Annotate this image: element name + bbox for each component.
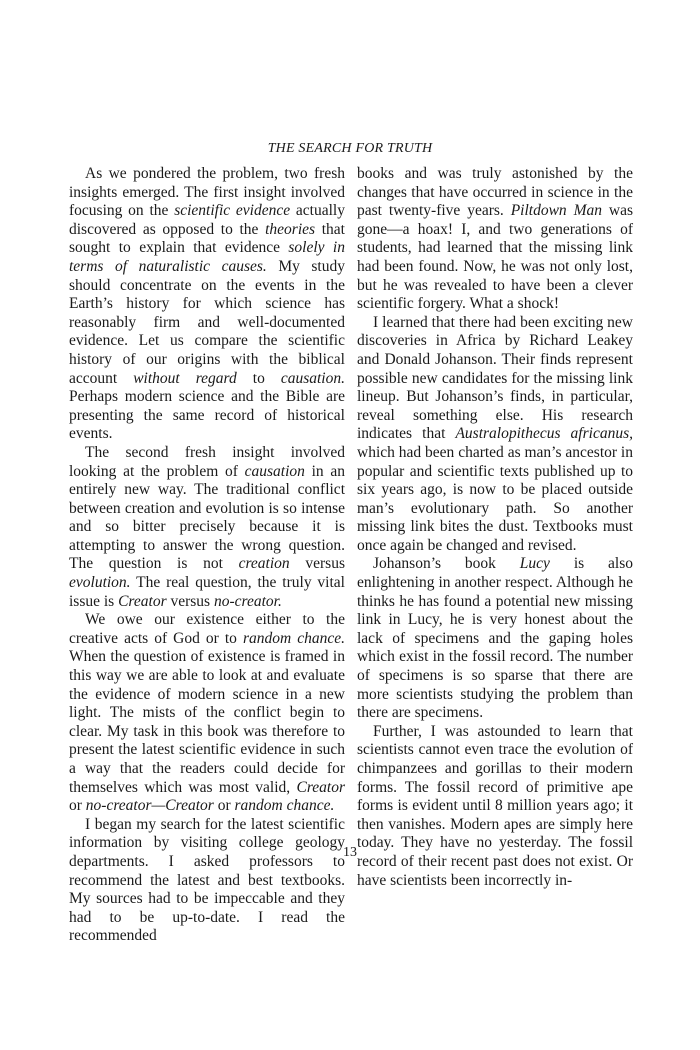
text-run: The real question, the truly vital issue is [69, 574, 345, 610]
italic-text: evolution. [69, 574, 131, 592]
italic-text: solely in terms of naturalistic causes. [69, 239, 345, 275]
text-run: When the question of existence is framed in this way we are able to look at and evaluate the evidence of modern science in a new light. The mists of the conflict begin to clear. My task in this book was therefore to present the latest scientific evidence in such a way that the readers could decide for themselves which was most valid, [69, 648, 345, 796]
paragraph [69, 165, 345, 444]
paragraph [357, 723, 633, 890]
text-run: which had been charted as man’s ancestor in popular and scientific texts published up to six years ago, is now to be placed outside man’s evolutionary path. So another missing link bites the dust. Textbooks must once again be changed and revised. [357, 443, 633, 554]
italic-text: Lucy [519, 555, 550, 573]
italic-text: no-creator. [213, 592, 282, 610]
page-number: 13 [343, 845, 357, 860]
italic-text: creation [238, 555, 290, 573]
text-run: actually discovered as opposed to the [69, 202, 345, 238]
text-run: I began my search for the latest scientific information by visiting college geology departments. I asked professors to recommend the latest and best textbooks. My sources had to be impeccable and they had to be up-to-date. I read the recommended [69, 815, 345, 945]
italic-text: Australopithecus africanus, [455, 425, 633, 443]
text-run: or [69, 797, 86, 815]
italic-text: Piltdown Man [510, 202, 602, 220]
italic-text: Creator [118, 592, 167, 610]
text-run: We owe our existence either to the creative acts of God or to [69, 611, 345, 647]
paragraph [69, 816, 345, 946]
text-run: versus [166, 592, 214, 610]
left-column [69, 165, 345, 946]
italic-text: Creator [296, 778, 345, 796]
text-run: that sought to explain that evidence [69, 220, 345, 257]
text-run: in an entirely new way. The traditional conflict between creation and evolution is so intense and so bitter precisely because it is attempting to answer the wrong question. The question is not [69, 462, 345, 573]
text-run: I learned that there had been exciting new discoveries in Africa by Richard Leakey and Donald Johanson. Their finds represent possible new candidates for the missing link lineup. But Johanson’s finds, in particular, reveal something else. His research indicates that [357, 313, 633, 443]
text-run: As we pondered the problem, two fresh insights emerged. The first insight involved focusing on the [69, 165, 345, 220]
text-run: to [236, 369, 281, 387]
text-run: books and was truly astonished by the changes that have occurred in science in the past twenty-five years. [357, 165, 633, 220]
right-column [357, 165, 633, 890]
text-run: is also enlightening in another respect. Although he thinks he has found a potential new missing link in Lucy, he is very honest about the lack of specimens and the gaping holes which exist in the fossil record. The number of specimens is so sparse that there are more scientists studying the problem than there are specimens. [357, 555, 633, 722]
running-head: THE SEARCH FOR TRUTH [267, 141, 433, 156]
paragraph [357, 314, 633, 556]
text-run: Further, I was astounded to learn that scientists cannot even trace the evolution of chimpanzees and gorillas to their modern forms. The fossil record of primitive ape forms is evident until 8 million years ago; it then vanishes. Modern apes are simply here today. They have no yesterday. The fossil record of their recent past does not exist. Or have scientists been incorrectly in- [357, 722, 633, 889]
paragraph-continued [357, 165, 633, 314]
text-run: Perhaps modern science and the Bible are presenting the same record of historical events. [69, 388, 345, 443]
italic-text: random chance. [242, 629, 345, 647]
text-run: Johanson’s book [373, 555, 520, 573]
paragraph [69, 444, 345, 611]
italic-text: theories [265, 220, 316, 238]
italic-text: causation [244, 462, 305, 480]
paragraph [357, 555, 633, 722]
italic-text: scientific evidence [174, 202, 291, 220]
italic-text: no-creator—Creator [85, 797, 214, 815]
text-run: versus [289, 555, 345, 573]
text-run: The second fresh insight involved looking at the problem of [69, 443, 345, 480]
italic-text: causation. [280, 369, 345, 387]
text-run: My study should concentrate on the events in the Earth’s history for which science has reasonably firm and well-documented evidence. Let us compare the scientific history of our origins with the biblical account [69, 257, 345, 387]
italic-text: random chance. [234, 797, 335, 815]
italic-text: without regard [133, 369, 237, 387]
text-run: was gone—a hoax! I, and two generations of students, had learned that the missing link had been found. Now, he was not only lost, but he was revealed to have been a clever scientific forgery. What a shock! [357, 202, 634, 313]
text-run: or [213, 797, 235, 815]
paragraph [69, 611, 345, 816]
